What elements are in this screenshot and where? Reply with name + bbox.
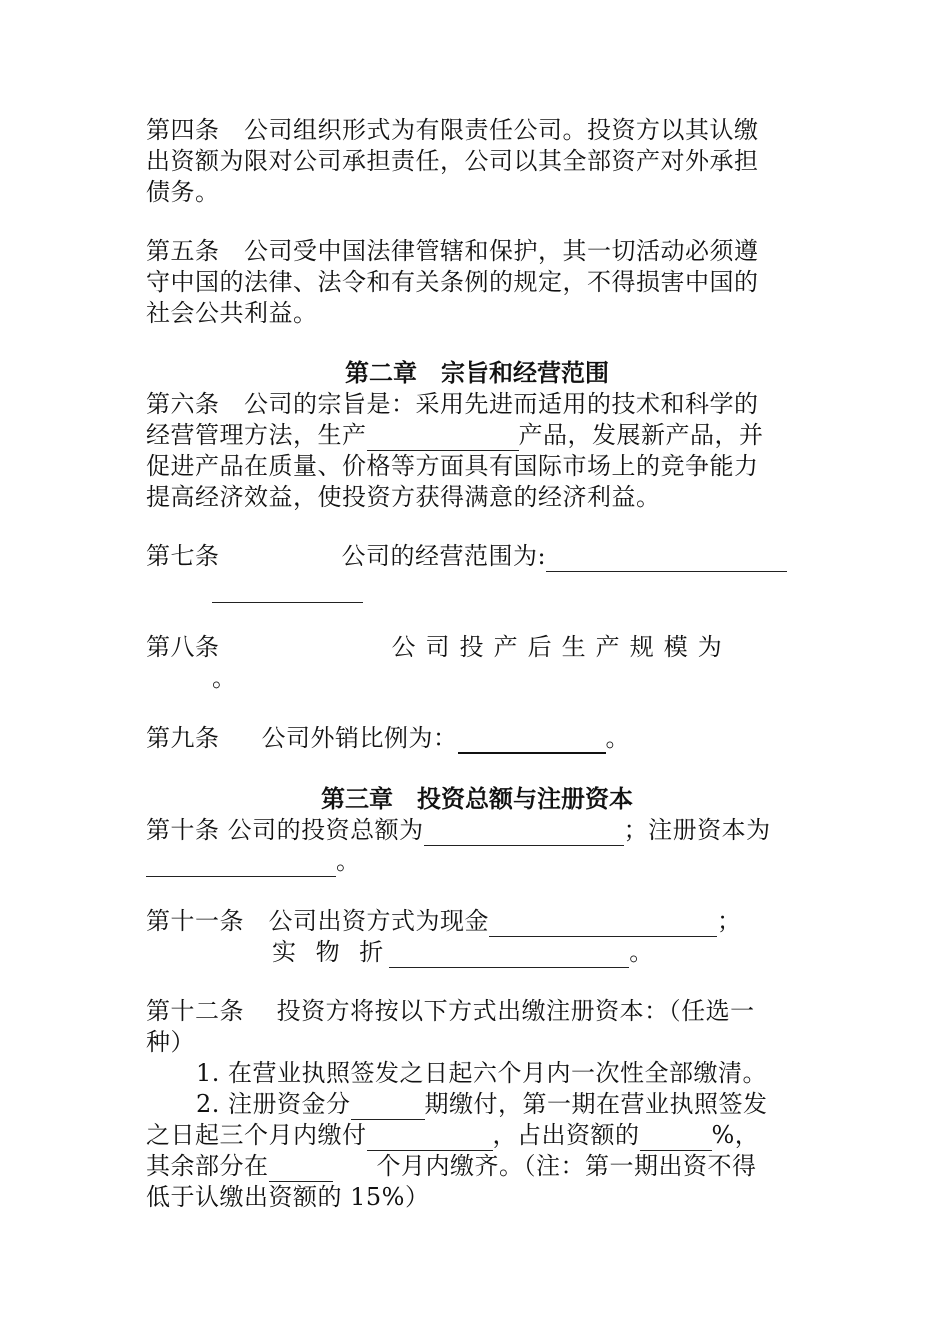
article-7-line-1 — [146, 541, 808, 572]
business-scope-blank-1[interactable] — [546, 549, 787, 572]
total-investment-blank[interactable] — [424, 823, 624, 846]
chapter-2-heading: 第二章 宗旨和经营范围 — [345, 359, 609, 387]
article-6-text-b: 产品，发展新产品，并 — [518, 421, 764, 449]
first-payment-blank[interactable] — [367, 1128, 493, 1151]
article-4-line-3: 债务。 — [146, 178, 220, 206]
option-2-line-2 — [146, 1120, 808, 1151]
article-5-line-1: 第五条 公司受中国法律管辖和保护，其一切活动必须遵 — [146, 237, 759, 265]
option-1-text: 1. 在营业执照签发之日起六个月内一次性全部缴清。 — [196, 1059, 768, 1087]
option-2-text-c: 之日起三个月内缴付 — [146, 1121, 367, 1149]
export-ratio-blank[interactable] — [458, 730, 606, 754]
article-9-line — [146, 723, 808, 754]
percentage-blank[interactable] — [640, 1128, 712, 1151]
article-12-line-2: 种） — [146, 1028, 195, 1056]
article-11-text-a: 第十一条 公司出资方式为现金 — [146, 907, 489, 935]
article-4-line-2: 出资额为限对公司承担责任，公司以其全部资产对外承担 — [146, 147, 759, 175]
product-blank[interactable] — [367, 428, 519, 451]
article-5-line-3: 社会公共利益。 — [146, 299, 318, 327]
article-6-line-3: 促进产品在质量、价格等方面具有国际市场上的竞争能力 — [146, 452, 759, 480]
article-6-text-a: 经营管理方法，生产 — [146, 421, 367, 449]
article-10-line-1 — [146, 815, 808, 846]
article-11-line-2 — [146, 937, 808, 968]
option-2-text-e: %， — [711, 1121, 760, 1149]
article-11-end: 。 — [629, 938, 654, 966]
registered-capital-blank[interactable] — [146, 854, 336, 877]
chapter-3-heading: 第三章 投资总额与注册资本 — [321, 785, 633, 813]
business-scope-blank-2[interactable] — [212, 580, 363, 603]
article-8-label: 第八条 — [146, 633, 220, 661]
installments-blank[interactable] — [351, 1097, 425, 1120]
article-9-label: 第九条 — [146, 724, 220, 752]
article-9-text: 公司外销比例为： — [261, 724, 458, 752]
option-2-text-f: 其余部分在 — [146, 1152, 269, 1180]
option-2-line-3 — [146, 1151, 808, 1182]
article-7-line-2 — [146, 572, 808, 603]
option-2-line-1 — [146, 1089, 808, 1120]
article-5-line-2: 守中国的法律、法令和有关条例的规定，不得损害中国的 — [146, 268, 759, 296]
article-11-text-b: ； — [717, 907, 742, 935]
article-10-text-a: 第十条 公司的投资总额为 — [146, 816, 424, 844]
article-7-label: 第七条 — [146, 542, 220, 570]
article-10-line-2 — [146, 846, 808, 877]
article-12-line-1: 第十二条 投资方将按以下方式出缴注册资本：（任选一 — [146, 997, 755, 1025]
article-8-end: 。 — [212, 664, 237, 692]
article-9-end: 。 — [605, 724, 630, 752]
article-6-line-1: 第六条 公司的宗旨是：采用先进而适用的技术和科学的 — [146, 390, 759, 418]
option-2-text-d: ，占出资额的 — [492, 1121, 640, 1149]
remaining-months-blank[interactable] — [269, 1159, 333, 1182]
option-2-line-4: 低于认缴出资额的 15%） — [146, 1183, 430, 1211]
article-10-end: 。 — [336, 847, 361, 875]
article-7-text: 公司的经营范围为: — [341, 542, 547, 570]
article-6-line-2 — [146, 420, 808, 451]
article-11-text-c: 实 物 折 — [272, 938, 390, 966]
cash-contribution-blank[interactable] — [489, 914, 717, 937]
article-4-line-1: 第四条 公司组织形式为有限责任公司。投资方以其认缴 — [146, 116, 759, 144]
article-8-line-2 — [146, 663, 808, 694]
option-2-text-b: 期缴付，第一期在营业执照签发 — [424, 1090, 768, 1118]
option-2-text-a: 2. 注册资金分 — [196, 1090, 351, 1118]
article-10-text-b: ；注册资本为 — [623, 816, 771, 844]
article-11-line-1 — [146, 906, 808, 937]
article-8-text: 公 司 投 产 后 生 产 规 模 为 — [391, 633, 723, 661]
option-2-text-g: 个月内缴齐。（注：第一期出资不得 — [376, 1152, 757, 1180]
option-1 — [146, 1058, 808, 1089]
article-6-line-4: 提高经济效益，使投资方获得满意的经济利益。 — [146, 483, 661, 511]
article-8-line-1 — [146, 632, 808, 663]
in-kind-contribution-blank[interactable] — [389, 945, 629, 968]
